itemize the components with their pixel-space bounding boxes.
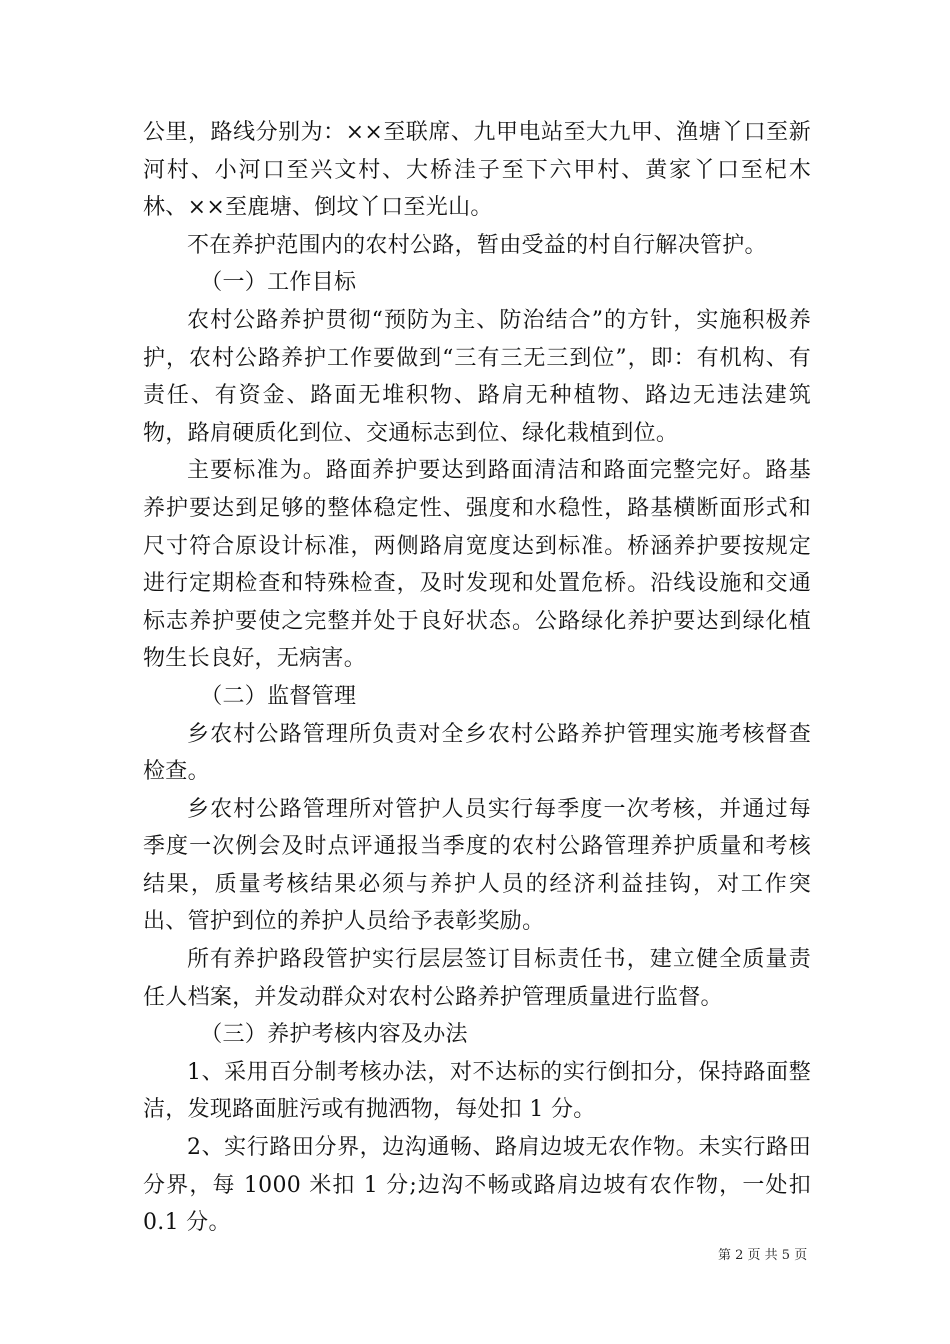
list-item-field-boundary: 2、实行路田分界，边沟通畅、路肩边坡无农作物。未实行路田分界，每 1000 米扣 1 分;边沟不畅或路肩边坡有农作物，一处扣 0.1 分。 — [143, 1135, 811, 1236]
section-heading-assessment-methods: （三）养护考核内容及办法 — [200, 1022, 468, 1048]
section-heading-work-goals: （一）工作目标 — [200, 270, 357, 296]
page-number-footer: 第 2 页 共 5 页 — [718, 1248, 808, 1263]
list-item-scoring-method: 1、采用百分制考核办法，对不达标的实行倒扣分，保持路面整洁，发现路面脏污或有抛洒物，每处扣 1 分。 — [143, 1059, 811, 1123]
document-body — [143, 114, 811, 1242]
paragraph-responsibility-letters: 所有养护路段管护实行层层签订目标责任书，建立健全质量责任人档案，并发动群众对农村公路养护管理质量进行监督。 — [143, 947, 811, 1010]
paragraph-unmaintained-roads: 不在养护范围内的农村公路，暂由受益的村自行解决管护。 — [187, 232, 767, 258]
paragraph-quarterly-assessment: 乡农村公路管理所对管护人员实行每季度一次考核，并通过每季度一次例会及时点评通报当季度的农村公路管理养护质量和考核结果，质量考核结果必须与养护人员的经济利益挂钩，对工作突出、管护到位的养护人员给予表彰奖励。 — [143, 796, 811, 935]
paragraph-route-list: 公里，路线分别为：××至联席、九甲电站至大九甲、渔塘丫口至新河村、小河口至兴文村、大桥洼子至下六甲村、黄家丫口至杞木林、××至鹿塘、倒坟丫口至光山。 — [143, 120, 811, 221]
paragraph-supervision-duty: 乡农村公路管理所负责对全乡农村公路养护管理实施考核督查检查。 — [143, 721, 811, 785]
section-heading-supervision: （二）监督管理 — [200, 683, 357, 709]
paragraph-main-standards: 主要标准为。路面养护要达到路面清洁和路面完整完好。路基养护要达到足够的整体稳定性、强度和水稳性，路基横断面形式和尺寸符合原设计标准，两侧路肩宽度达到标准。桥涵养护要按规定进行定期检查和特殊检查，及时发现和处置危桥。沿线设施和交通标志养护要使之完整并处于良好状态。公路绿化养护要达到绿化植物生长良好，无病害。 — [143, 458, 811, 672]
paragraph-maintenance-policy: 农村公路养护贯彻“预防为主、防治结合”的方针，实施积极养护，农村公路养护工作要做到“三有三无三到位”，即：有机构、有责任、有资金、路面无堆积物、路肩无种植物、路边无违法建筑物，路肩硬质化到位、交通标志到位、绿化栽植到位。 — [143, 307, 811, 446]
